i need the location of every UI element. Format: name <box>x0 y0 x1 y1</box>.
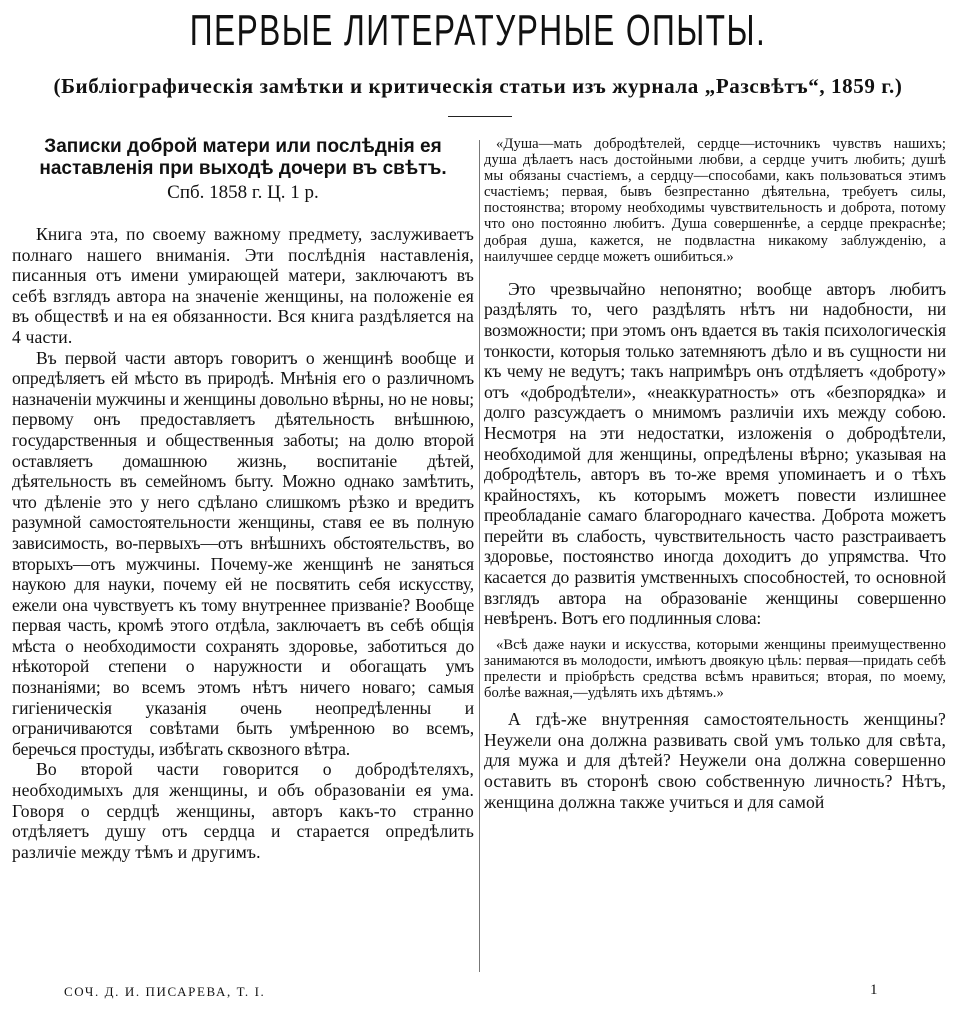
right-column <box>484 136 946 984</box>
quote-soul-heart: «Душа—мать добродѣтелей, сердце—источникъ чувствъ нашихъ; душа дѣлаетъ насъ достойными любви, а сердце учитъ любить; душѣ мы обязаны счастіемъ, а сердцу—способами, какъ пользоваться этимъ счастіемъ; первая, бывъ безпрестанно дѣятельна, требуетъ силы, постоянства; второму необходимы чувствительность и доброта, потому что оно постоянно любитъ. Душа совершеннѣе, а сердце прекраснѣе; добрая душа, кажется, не подвластна никакому заблужденію, а наилучшее сердце можетъ ошибиться.» <box>484 136 946 265</box>
left-paragraph-3: Во второй части говорится о добродѣтеляхъ, необходимыхъ для женщины, и объ образованіи ея ума. Говоря о сердцѣ женщины, авторъ какъ-то странно отдѣляетъ душу отъ сердца и старается опредѣлить различіе между тѣмъ и другимъ. <box>12 759 474 862</box>
article-heading: Записки доброй матери или послѣднія ея наставленія при выходѣ дочери въ свѣтъ. <box>39 136 447 179</box>
right-paragraph-1: Это чрезвычайно непонятно; вообще авторъ любитъ раздѣлять то, чего раздѣлять нѣтъ ни надобности, ни возможности; при этомъ онъ вдается въ такія психологическія тонкости, которыя только затемняютъ дѣло и въ сущности ни къ чему не ведутъ; такъ напримѣръ онъ отдѣляетъ «доброту» отъ «добродѣтели», «неаккуратность» отъ «безпорядка» и долго разсуждаетъ о мнимомъ различіи ихъ между собою. Несмотря на эти недостатки, изложенія о добродѣтели, необходимой для женщины, опредѣлены вѣрно; указывая на добродѣтель, авторъ въ то-же время упоминаетъ и о тѣхъ крайностяхъ, къ которымъ можетъ повести излишнее преобладаніе самаго благороднаго качества. Доброта можетъ перейти въ слабость, чувствительность часто разстраиваетъ здоровье, постоянство иногда доходитъ до упрямства. Что касается до развитія умственныхъ способностей, то основной взглядъ автора на образованіе женщины совершенно невѣренъ. Вотъ его подлинныя слова: <box>484 278 946 629</box>
footer-signature: СОЧ. Д. И. ПИСАРЕВА, Т. I. <box>64 984 266 999</box>
quote-sciences-arts: «Всѣ даже науки и искусства, которыми женщины преимущественно занимаются въ молодости, имѣютъ двоякую цѣль: первая—придать себѣ прелести и пріобрѣсть средства всѣмъ нравиться; вторая, по моему, болѣе важная,—удѣлять ихъ дѣтямъ.» <box>484 636 946 702</box>
page-subtitle: (Библіографическія замѣтки и критическія статьи изъ журнала „Разсвѣтъ“, 1859 г.) <box>53 74 903 98</box>
left-paragraph-1: Книга эта, по своему важному предмету, заслуживаетъ полнаго нашего вниманія. Эти послѣднія наставленія, писанныя отъ имени умирающей матери, заключаютъ въ себѣ взглядъ автора на значеніе женщины, на положеніе ея въ обществѣ и на ея обязанности. Вся книга раздѣляется на 4 части. <box>12 224 474 347</box>
right-paragraph-2: А гдѣ-же внутренняя самостоятельность женщины? Неужели она должна развивать свой умъ только для свѣта, для мужа и для дѣтей? Неужели она должна совершенно оставить въ сторонѣ свою собственную личность? Нѣтъ, женщина должна также учиться и для самой <box>484 709 946 812</box>
left-column <box>12 136 474 976</box>
left-paragraph-2: Въ первой части авторъ говоритъ о женщинѣ вообще и опредѣляетъ ей мѣсто въ природѣ. Мнѣнія его о различномъ назначеніи мужчины и женщины довольно вѣрны, но не новы; первому онъ предоставляетъ дѣятельность внѣшнюю, государственныя и общественныя заботы; на долю второй оставляетъ домашнюю жизнь, воспитаніе дѣтей, дѣятельность въ семейномъ быту. Можно однако замѣтить, что дѣленіе это у него сдѣлано слишкомъ рѣзко и вредитъ разумной самостоятельности женщины, ставя ее въ полную зависимость, во-первыхъ—отъ внѣшнихъ обстоятельствъ, во вторыхъ—отъ мужчины. Почему-же женщинѣ не заняться наукою для науки, почему ей не посвятить себя искусству, ежели она чувствуетъ къ тому внутреннее призваніе? Вообще первая часть, кромѣ этого отдѣла, заключаетъ въ себѣ общія мѣста о необходимости сохранять здоровье, заботиться до нѣкоторой степени о наружности и обогащать умъ познаніями; во всемъ этомъ нѣтъ ничего новаго; самыя гигіеническія указанія очень неопредѣленны и ограничиваются совѣтами быть умѣренною во всемъ, беречься простуды, избѣгать сквозного вѣтра. <box>12 347 474 759</box>
column-divider <box>479 140 480 972</box>
page-number: 1 <box>870 982 878 998</box>
title-rule <box>448 116 512 117</box>
page-title: ПЕРВЫЕ ЛИТЕРАТУРНЫЕ ОПЫТЫ. <box>189 6 767 55</box>
article-publication-info: Спб. 1858 г. Ц. 1 р. <box>167 182 319 203</box>
